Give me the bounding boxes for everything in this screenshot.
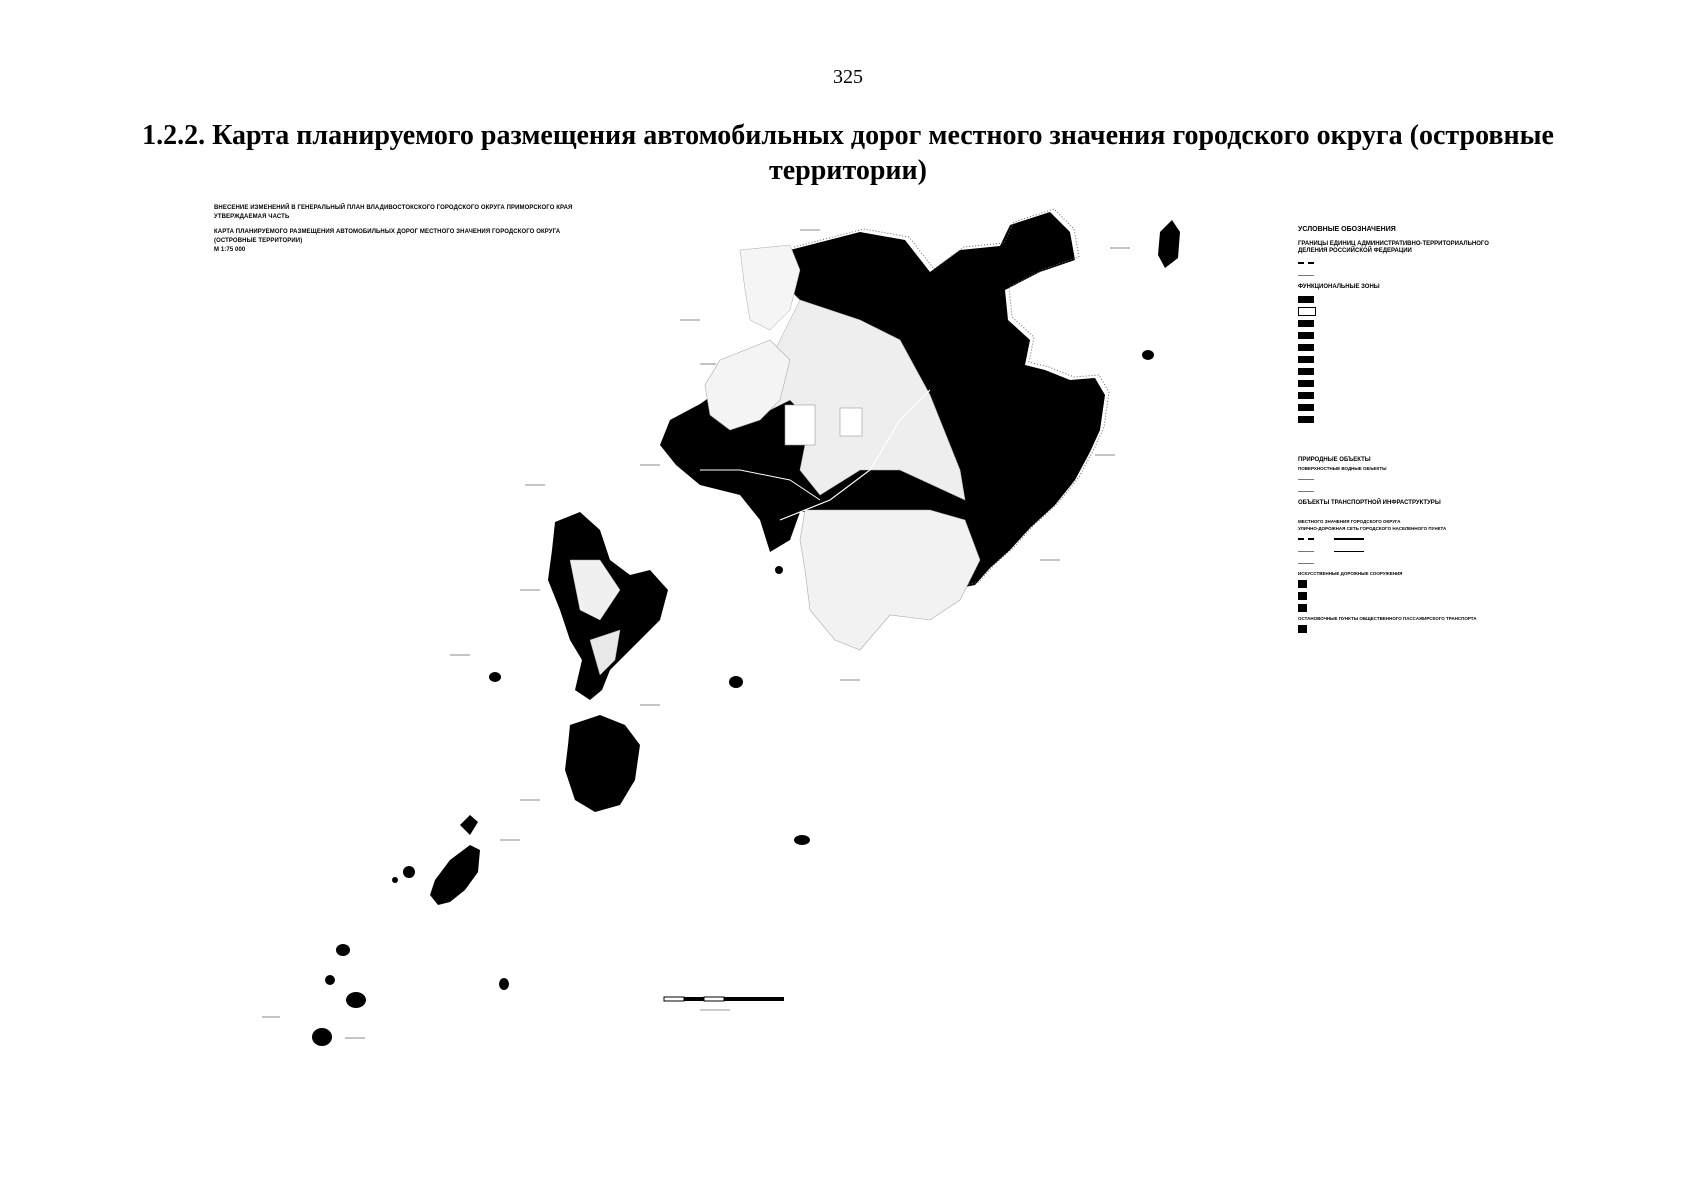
- page-number: 325: [833, 66, 863, 88]
- legend-section-transport: ОБЪЕКТЫ ТРАНСПОРТНОЙ ИНФРАСТРУКТУРЫ: [1298, 500, 1441, 506]
- scale-bar: [664, 997, 784, 1010]
- map-header-line1: ВНЕСЕНИЕ ИЗМЕНЕНИЙ В ГЕНЕРАЛЬНЫЙ ПЛАН ВЛАДИВОСТОКСКОГО ГОРОДСКОГО ОКРУГА ПРИМОРСКОГО КРАЯ: [214, 205, 573, 211]
- legend-row: [1298, 401, 1518, 413]
- legend-row: [1298, 473, 1518, 485]
- legend-subsection-water: ПОВЕРХНОСТНЫЕ ВОДНЫЕ ОБЪЕКТЫ: [1298, 466, 1387, 471]
- legend-row: [1298, 545, 1518, 557]
- legend-row: [1298, 437, 1518, 449]
- legend-row: [1298, 413, 1518, 425]
- legend-row: [1298, 623, 1518, 635]
- legend-section-boundaries: ГРАНИЦЫ ЕДИНИЦ АДМИНИСТРАТИВНО-ТЕРРИТОРИАЛЬНОГО ДЕЛЕНИЯ РОССИЙСКОЙ ФЕДЕРАЦИИ: [1298, 241, 1489, 254]
- legend-row: [1298, 509, 1518, 517]
- legend-row: [1298, 425, 1518, 437]
- legend-section-zones: ФУНКЦИОНАЛЬНЫЕ ЗОНЫ: [1298, 284, 1380, 290]
- legend-title: УСЛОВНЫЕ ОБОЗНАЧЕНИЯ: [1298, 226, 1396, 233]
- map-header-line2: УТВЕРЖДАЕМАЯ ЧАСТЬ: [214, 214, 290, 220]
- legend-row: [1298, 485, 1518, 497]
- legend-row: [1298, 602, 1518, 614]
- map-header-line3: КАРТА ПЛАНИРУЕМОГО РАЗМЕЩЕНИЯ АВТОМОБИЛЬНЫХ ДОРОГ МЕСТНОГО ЗНАЧЕНИЯ ГОРОДСКОГО ОКРУГА: [214, 229, 561, 235]
- legend-row: [1298, 257, 1518, 269]
- legend-row: [1298, 365, 1518, 377]
- legend-section-nature: ПРИРОДНЫЕ ОБЪЕКТЫ: [1298, 457, 1371, 463]
- map-header-line5: М 1:75 000: [214, 247, 246, 253]
- legend-row: [1298, 329, 1518, 341]
- legend-row: [1298, 590, 1518, 602]
- legend-row: [1298, 578, 1518, 590]
- main-island: [660, 209, 1109, 650]
- legend-row: [1298, 317, 1518, 329]
- legend-subsection-structures: ИСКУССТВЕННЫЕ ДОРОЖНЫЕ СООРУЖЕНИЯ: [1298, 571, 1403, 576]
- island-middle: [565, 715, 640, 812]
- legend-row: [1298, 305, 1518, 317]
- legend-row: [1298, 389, 1518, 401]
- legend-row: [1298, 341, 1518, 353]
- legend: [1298, 226, 1518, 635]
- legend-row: [1298, 353, 1518, 365]
- legend-row: [1298, 533, 1518, 545]
- legend-row: [1298, 269, 1518, 281]
- island-north-east: [1158, 220, 1180, 268]
- legend-row: [1298, 293, 1518, 305]
- legend-row: [1298, 557, 1518, 569]
- legend-subsection-stops: ОСТАНОВОЧНЫЕ ПУНКТЫ ОБЩЕСТВЕННОГО ПАССАЖИРСКОГО ТРАНСПОРТА: [1298, 616, 1477, 621]
- page-title: 1.2.2. Карта планируемого размещения автомобильных дорог местного значения городского округа (островные территории): [142, 120, 1554, 186]
- island-south-long: [430, 815, 480, 905]
- island-west-long: [548, 512, 668, 700]
- legend-subsection-local: МЕСТНОГО ЗНАЧЕНИЯ ГОРОДСКОГО ОКРУГА: [1298, 519, 1401, 524]
- legend-row: [1298, 377, 1518, 389]
- legend-subsection-roads: УЛИЧНО-ДОРОЖНАЯ СЕТЬ ГОРОДСКОГО НАСЕЛЕННОГО ПУНКТА: [1298, 526, 1447, 531]
- map-header-line4: (ОСТРОВНЫЕ ТЕРРИТОРИИ): [214, 238, 303, 244]
